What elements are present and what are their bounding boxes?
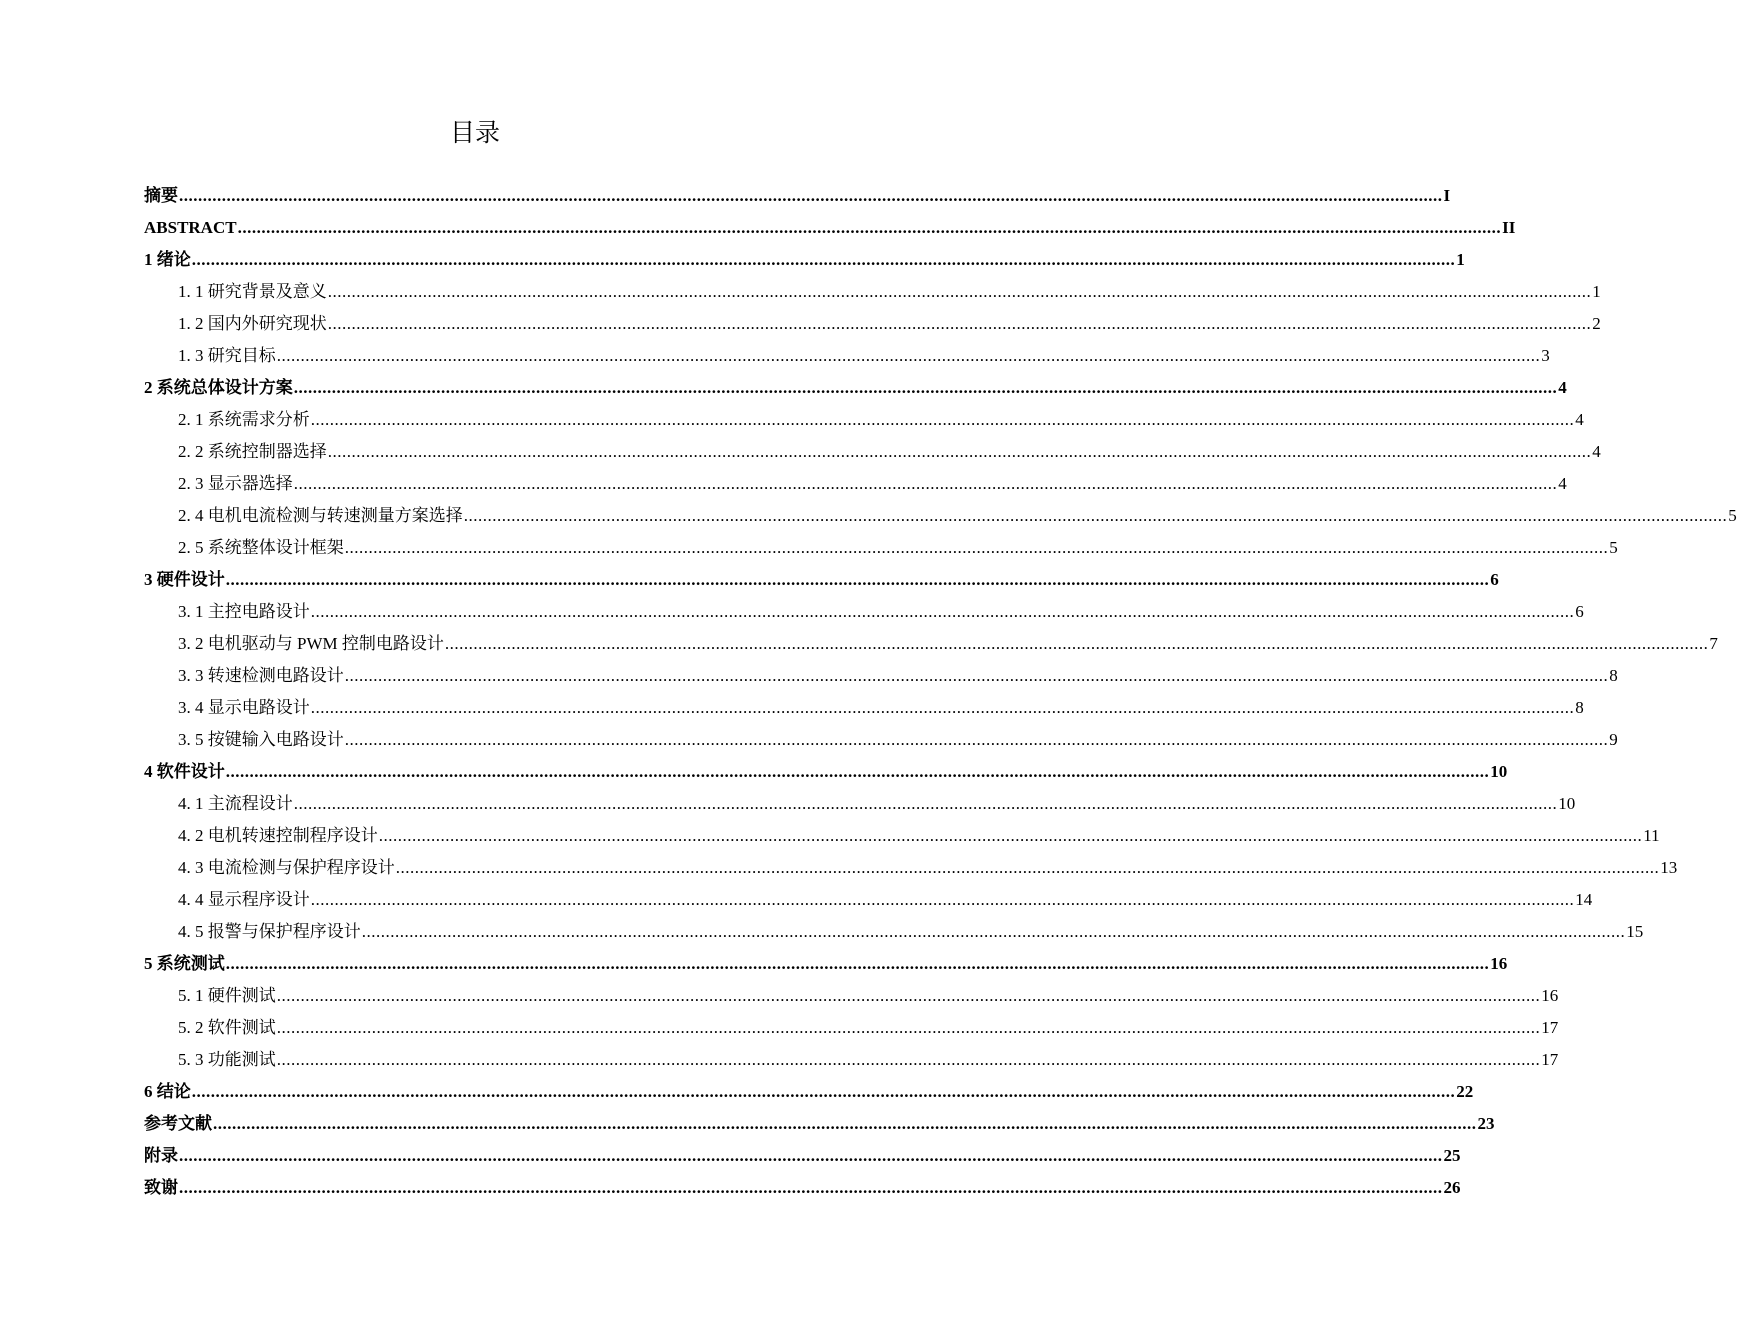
toc-dot-leader: .......................................................................................................................................................................................................................................................................... xyxy=(310,890,1575,909)
toc-section-entry[interactable] xyxy=(144,852,1678,884)
toc-entry-title: 4. 3 电流检测与保护程序设计 xyxy=(178,858,395,877)
toc-page-number: 4 xyxy=(1558,474,1567,493)
toc-dot-leader: .......................................................................................................................................................................................................................................................................... xyxy=(179,1146,1443,1165)
toc-dot-leader: .......................................................................................................................................................................................................................................................................... xyxy=(276,986,1541,1005)
toc-dot-leader: .......................................................................................................................................................................................................................................................................... xyxy=(225,762,1490,781)
toc-entry-title: 5. 2 软件测试 xyxy=(178,1018,276,1037)
toc-dot-leader: .......................................................................................................................................................................................................................................................................... xyxy=(179,186,1443,205)
toc-dot-leader: .......................................................................................................................................................................................................................................................................... xyxy=(191,1082,1456,1101)
toc-page-number: 9 xyxy=(1609,730,1618,749)
toc-page-number: 15 xyxy=(1626,922,1644,941)
toc-dot-leader: .......................................................................................................................................................................................................................................................................... xyxy=(327,314,1592,333)
toc-chapter-entry[interactable] xyxy=(144,1140,1461,1172)
toc-dot-leader: .......................................................................................................................................................................................................................................................................... xyxy=(276,1050,1541,1069)
toc-page-number: 26 xyxy=(1443,1178,1461,1197)
toc-entry-title: 2. 2 系统控制器选择 xyxy=(178,442,327,461)
toc-entry-title: 2. 1 系统需求分析 xyxy=(178,410,310,429)
toc-page-number: 1 xyxy=(1456,250,1465,269)
toc-dot-leader: .......................................................................................................................................................................................................................................................................... xyxy=(276,346,1541,365)
toc-dot-leader: .......................................................................................................................................................................................................................................................................... xyxy=(225,570,1490,589)
toc-page-number: 6 xyxy=(1490,570,1499,589)
toc-chapter-entry[interactable] xyxy=(144,948,1508,980)
toc-page-number: 16 xyxy=(1541,986,1559,1005)
toc-entry-title: 5. 3 功能测试 xyxy=(178,1050,276,1069)
toc-entry-title: 3. 1 主控电路设计 xyxy=(178,602,310,621)
toc-dot-leader: .......................................................................................................................................................................................................................................................................... xyxy=(276,1018,1541,1037)
toc-entry-title: 摘要 xyxy=(144,186,178,205)
toc-entry-title: 附录 xyxy=(144,1146,178,1165)
toc-dot-leader: .......................................................................................................................................................................................................................................................................... xyxy=(327,282,1592,301)
toc-entry-title: 2. 3 显示器选择 xyxy=(178,474,293,493)
toc-page-number: 6 xyxy=(1575,602,1584,621)
toc-section-entry[interactable] xyxy=(144,308,1601,340)
toc-dot-leader: .......................................................................................................................................................................................................................................................................... xyxy=(310,698,1575,717)
toc-section-entry[interactable] xyxy=(144,916,1644,948)
toc-page-number: II xyxy=(1502,218,1516,237)
toc-chapter-entry[interactable] xyxy=(144,244,1465,276)
toc-entry-title: 4. 5 报警与保护程序设计 xyxy=(178,922,361,941)
toc-page-number: 16 xyxy=(1490,954,1508,973)
toc-entry-title: ABSTRACT xyxy=(144,218,237,237)
toc-page-number: 3 xyxy=(1541,346,1550,365)
toc-dot-leader: .......................................................................................................................................................................................................................................................................... xyxy=(237,218,1502,237)
toc-dot-leader: .......................................................................................................................................................................................................................................................................... xyxy=(395,858,1660,877)
toc-section-entry[interactable] xyxy=(144,276,1601,308)
toc-entry-title: 2. 5 系统整体设计框架 xyxy=(178,538,344,557)
toc-section-entry[interactable] xyxy=(144,436,1601,468)
toc-entry-title: 3. 4 显示电路设计 xyxy=(178,698,310,717)
toc-dot-leader: .......................................................................................................................................................................................................................................................................... xyxy=(293,794,1558,813)
toc-entry-title: 3 硬件设计 xyxy=(144,570,225,589)
toc-dot-leader: .......................................................................................................................................................................................................................................................................... xyxy=(293,474,1558,493)
toc-chapter-entry[interactable] xyxy=(144,1108,1495,1140)
toc-dot-leader: .......................................................................................................................................................................................................................................................................... xyxy=(344,730,1609,749)
toc-section-entry[interactable] xyxy=(144,340,1550,372)
toc-section-entry[interactable] xyxy=(144,884,1593,916)
toc-section-entry[interactable] xyxy=(144,1044,1559,1076)
toc-chapter-entry[interactable] xyxy=(144,1076,1474,1108)
toc-entry-title: 3. 3 转速检测电路设计 xyxy=(178,666,344,685)
toc-entry-title: 参考文献 xyxy=(144,1114,212,1133)
toc-section-entry[interactable] xyxy=(144,788,1576,820)
toc-chapter-entry[interactable] xyxy=(144,756,1508,788)
toc-entry-title: 1. 3 研究目标 xyxy=(178,346,276,365)
toc-entry-title: 1. 2 国内外研究现状 xyxy=(178,314,327,333)
toc-section-entry[interactable] xyxy=(144,660,1618,692)
toc-chapter-entry[interactable] xyxy=(144,564,1499,596)
toc-page-number: 8 xyxy=(1609,666,1618,685)
toc-page-number: 7 xyxy=(1709,634,1718,653)
toc-entry-title: 6 结论 xyxy=(144,1082,191,1101)
toc-dot-leader: .......................................................................................................................................................................................................................................................................... xyxy=(378,826,1643,845)
toc-dot-leader: .......................................................................................................................................................................................................................................................................... xyxy=(310,602,1575,621)
toc-page-number: 4 xyxy=(1592,442,1601,461)
toc-dot-leader: .......................................................................................................................................................................................................................................................................... xyxy=(444,634,1709,653)
toc-section-entry[interactable] xyxy=(144,692,1584,724)
toc-dot-leader: .......................................................................................................................................................................................................................................................................... xyxy=(463,506,1728,525)
toc-chapter-entry[interactable] xyxy=(144,372,1567,404)
toc-dot-leader: .......................................................................................................................................................................................................................................................................... xyxy=(225,954,1490,973)
toc-entry-title: 4. 1 主流程设计 xyxy=(178,794,293,813)
toc-page-number: 4 xyxy=(1558,378,1567,397)
toc-page-number: 5 xyxy=(1609,538,1618,557)
toc-entry-title: 4. 2 电机转速控制程序设计 xyxy=(178,826,378,845)
table-of-contents xyxy=(144,180,1737,1204)
toc-section-entry[interactable] xyxy=(144,820,1660,852)
toc-page-number: 2 xyxy=(1592,314,1601,333)
toc-page-number: 25 xyxy=(1443,1146,1461,1165)
toc-chapter-entry[interactable] xyxy=(144,180,1451,212)
toc-page-number: 10 xyxy=(1558,794,1576,813)
toc-entry-title: 2. 4 电机电流检测与转速测量方案选择 xyxy=(178,506,463,525)
toc-dot-leader: .......................................................................................................................................................................................................................................................................... xyxy=(310,410,1575,429)
toc-section-entry[interactable] xyxy=(144,596,1584,628)
toc-page-number: 23 xyxy=(1477,1114,1495,1133)
toc-page-number: 4 xyxy=(1575,410,1584,429)
toc-section-entry[interactable] xyxy=(144,980,1559,1012)
toc-page-number: 11 xyxy=(1643,826,1660,845)
toc-dot-leader: .......................................................................................................................................................................................................................................................................... xyxy=(344,666,1609,685)
toc-section-entry[interactable] xyxy=(144,500,1737,532)
toc-entry-title: 1 绪论 xyxy=(144,250,191,269)
toc-page-number: 22 xyxy=(1456,1082,1474,1101)
toc-chapter-entry[interactable] xyxy=(144,1172,1461,1204)
toc-dot-leader: .......................................................................................................................................................................................................................................................................... xyxy=(293,378,1558,397)
toc-section-entry[interactable] xyxy=(144,468,1567,500)
toc-entry-title: 1. 1 研究背景及意义 xyxy=(178,282,327,301)
toc-page-number: 17 xyxy=(1541,1050,1559,1069)
page-title: 目录 xyxy=(449,118,500,147)
toc-page-number: 13 xyxy=(1660,858,1678,877)
toc-entry-title: 4. 4 显示程序设计 xyxy=(178,890,310,909)
toc-entry-title: 5. 1 硬件测试 xyxy=(178,986,276,1005)
toc-dot-leader: .......................................................................................................................................................................................................................................................................... xyxy=(327,442,1592,461)
toc-section-entry[interactable] xyxy=(144,532,1618,564)
toc-section-entry[interactable] xyxy=(144,724,1618,756)
toc-entry-title: 3. 2 电机驱动与 PWM 控制电路设计 xyxy=(178,634,444,653)
toc-page-number: 1 xyxy=(1592,282,1601,301)
toc-page-number: 8 xyxy=(1575,698,1584,717)
toc-page-number: 14 xyxy=(1575,890,1593,909)
toc-page-number: I xyxy=(1443,186,1451,205)
toc-dot-leader: .......................................................................................................................................................................................................................................................................... xyxy=(344,538,1609,557)
toc-page-number: 10 xyxy=(1490,762,1508,781)
toc-section-entry[interactable] xyxy=(144,404,1584,436)
toc-entry-title: 4 软件设计 xyxy=(144,762,225,781)
toc-dot-leader: .......................................................................................................................................................................................................................................................................... xyxy=(361,922,1626,941)
toc-dot-leader: .......................................................................................................................................................................................................................................................................... xyxy=(191,250,1456,269)
toc-section-entry[interactable] xyxy=(144,628,1718,660)
toc-entry-title: 3. 5 按键输入电路设计 xyxy=(178,730,344,749)
toc-chapter-entry[interactable] xyxy=(144,212,1516,244)
toc-page-number: 5 xyxy=(1728,506,1737,525)
toc-section-entry[interactable] xyxy=(144,1012,1559,1044)
toc-entry-title: 2 系统总体设计方案 xyxy=(144,378,293,397)
toc-entry-title: 致谢 xyxy=(144,1178,178,1197)
toc-entry-title: 5 系统测试 xyxy=(144,954,225,973)
toc-page-number: 17 xyxy=(1541,1018,1559,1037)
toc-dot-leader: .......................................................................................................................................................................................................................................................................... xyxy=(213,1114,1477,1133)
toc-dot-leader: .......................................................................................................................................................................................................................................................................... xyxy=(179,1178,1443,1197)
